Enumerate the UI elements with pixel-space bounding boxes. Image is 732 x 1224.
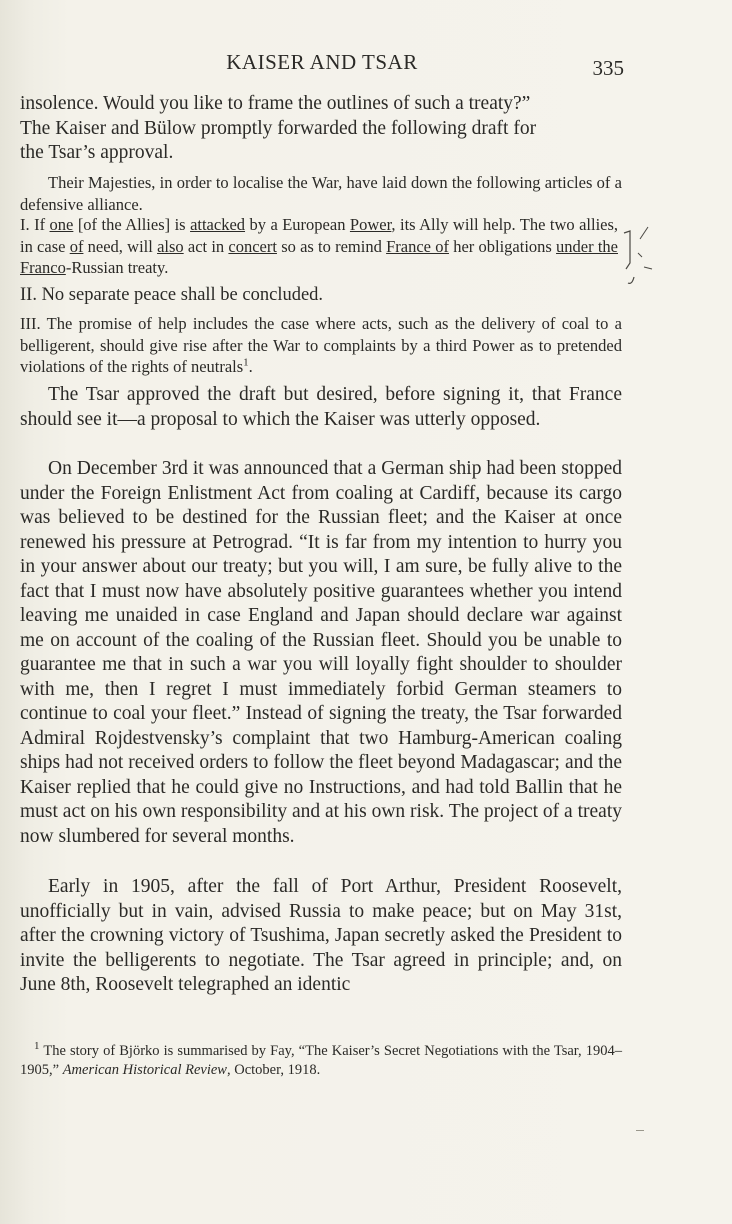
draft-article-2 <box>20 283 622 308</box>
preamble-text: Their Majesties, in order to localise the War, have laid down the following articles of a defensive alliance. <box>20 173 622 214</box>
article-1-text: so as to remind <box>276 236 387 256</box>
underlined-word: also <box>157 236 184 256</box>
article-1-text: , its Ally will help. The two allies, in case <box>20 215 619 256</box>
draft-preamble <box>20 172 622 215</box>
underlined-word: under the Franco <box>20 236 618 277</box>
article-3-end: . <box>248 357 253 376</box>
intro-line-2: The Kaiser and Bülow promptly forwarded the following draft for <box>20 117 537 139</box>
paragraph-text: The Tsar approved the draft but desired, before signing it, that France should see it—a proposal to which the Kaiser was utterly opposed. <box>20 384 622 430</box>
draft-article-1 <box>20 214 618 279</box>
intro-line-3: the Tsar’s approval. <box>20 142 174 163</box>
footnote <box>20 1042 622 1080</box>
underlined-word: France of <box>386 236 449 256</box>
footnote-reference: 1 <box>243 356 249 369</box>
paragraph-text: Early in 1905, after the fall of Port Arthur, President Roosevelt, unofficially but in vain, advised Russia to make peace; but on May 31st, after the crowning victory of Tsushima, Japan secretly asked the President to invite the belligerents to negotiate. The Tsar agreed in principle; and, on June 8th, Roosevelt telegraphed an identic <box>20 876 622 995</box>
edge-mark <box>636 1130 644 1131</box>
footnote-marker: 1 <box>34 1040 40 1053</box>
underlined-word: attacked <box>190 215 246 234</box>
footnote-text-end: , October, 1918. <box>226 1062 321 1078</box>
footnote-text: The story of Björko is summarised by Fay, “The Kaiser’s Secret Negotiations with the Tsar, 1904–1905,” <box>20 1043 622 1078</box>
paragraph-1905 <box>20 875 622 998</box>
article-2-text: II. No separate peace shall be concluded. <box>20 285 324 305</box>
paragraph-december <box>20 457 622 849</box>
article-3-text: III. The promise of help includes the case where acts, such as the delivery of coal to a belligerent, should give rise after the War to complaints by a third Power as to pretended violations of the rights of neutrals <box>20 314 622 376</box>
article-1-text: act in <box>183 236 229 256</box>
article-1-text: -Russian treaty. <box>65 258 169 277</box>
article-1-text: need, will <box>83 236 158 256</box>
journal-title: American Historical Review <box>62 1062 227 1078</box>
page-number: 335 <box>592 56 624 80</box>
paragraph-text: On December 3rd it was announced that a German ship had been stopped under the Foreign Enlistment Act from coaling at Cardiff, because its cargo was believed to be destined for the Russian fleet; and the Kaiser at once renewed his pressure at Petrograd. “It is far from my intention to hurry you in your answer about our treaty; but you will, I am sure, be fully alive to the fact that I must now have absolutely positive guarantees whether you intend leaving me unaided in case England and Japan should declare war against me on account of the coaling of the Russian fleet. Should you be unable to guarantee me that in such a war you will loyally fight shoulder to shoulder with me, then I regret I must immediately forbid German steamers to continue to coal your fleet.” Instead of signing the treaty, the Tsar forwarded Admiral Rojdestvensky’s complaint that two Hamburg-American coaling ships had not received orders to follow the fleet beyond Madagascar; and the Kaiser replied that he could give no Instructions, and had told Ballin that he must act on his own responsibility and at his own risk. The project of a treaty now slumbered for several months. <box>20 458 622 847</box>
underlined-word: of <box>69 236 84 256</box>
article-1-text: her obligations <box>448 236 557 256</box>
paragraph-tsar-approved <box>20 383 622 432</box>
intro-paragraph <box>20 92 622 166</box>
page-header <box>20 48 624 88</box>
underlined-word: concert <box>228 236 277 256</box>
underlined-word: one <box>49 215 74 234</box>
intro-line-1: insolence. Would you like to frame the outlines of such a treaty?” <box>20 93 531 114</box>
article-1-text: [of the Allies] is <box>73 215 191 234</box>
handwritten-bracket-mark <box>622 225 672 285</box>
underlined-word: Power <box>349 215 392 234</box>
draft-article-3 <box>20 313 622 378</box>
article-1-text: I. If <box>20 215 50 234</box>
article-1-text: by a European <box>245 215 350 234</box>
running-title: KAISER AND TSAR <box>226 50 418 74</box>
